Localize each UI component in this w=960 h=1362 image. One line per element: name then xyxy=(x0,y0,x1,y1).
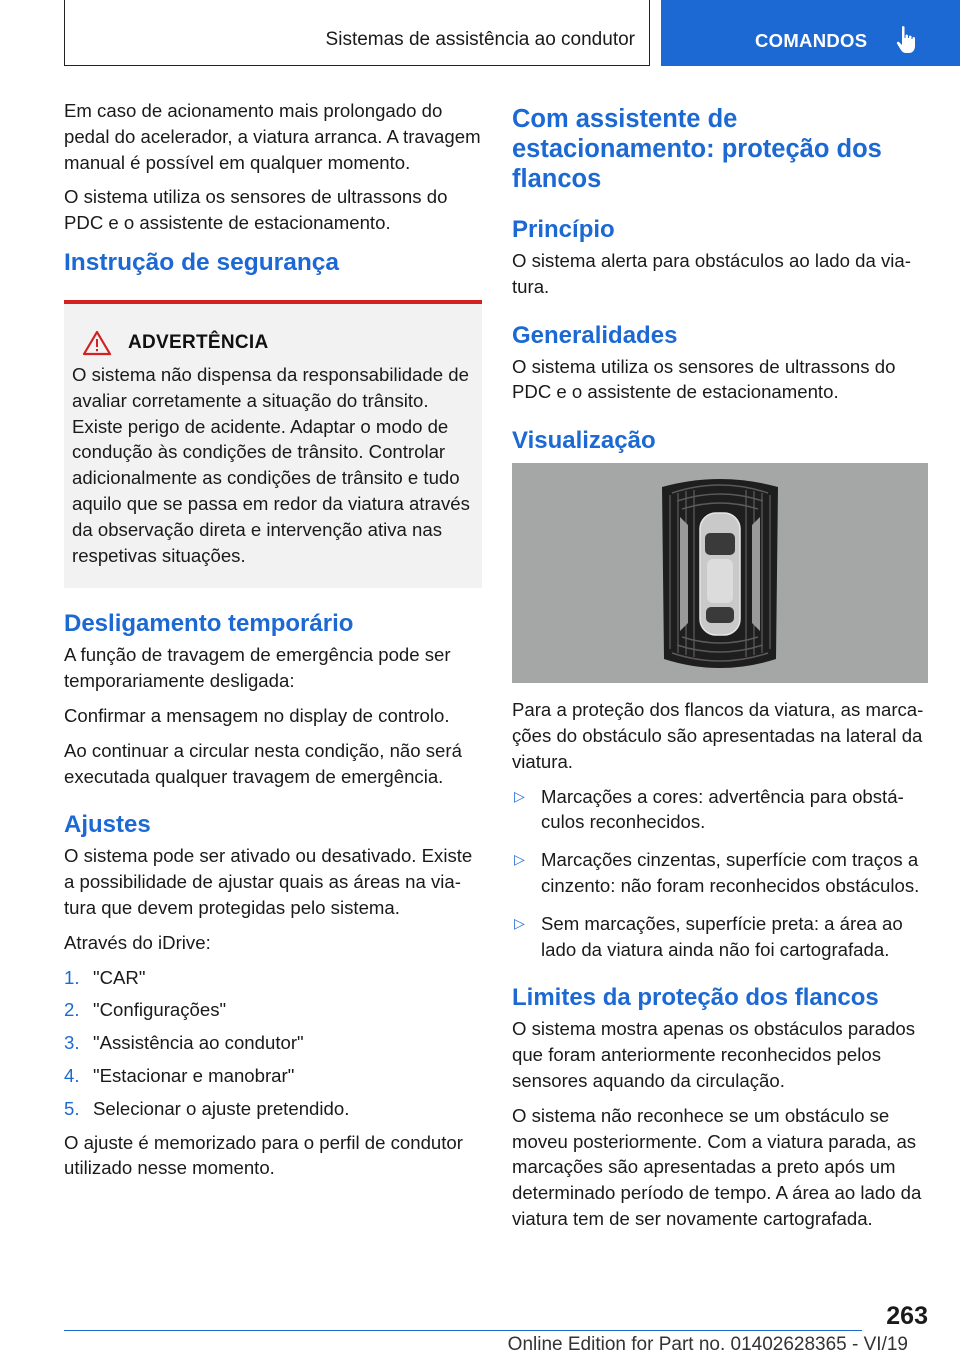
right-column xyxy=(512,98,930,1241)
display-paragraph: Para a proteção dos flancos da viatura, as marcações do obstáculo são apresentadas na lateral da viatura. xyxy=(512,699,924,772)
principle-heading: Princípio xyxy=(512,216,615,243)
triangle-bullet-icon: ▷ xyxy=(514,851,525,868)
list-item: ▷ Sem marcações, superfície preta: a área ao lado da viatura ainda não foi cartografada. xyxy=(512,911,930,963)
list-item: 3. "Assistência ao condutor" xyxy=(64,1032,304,1054)
triangle-bullet-icon: ▷ xyxy=(514,787,525,804)
intro-paragraph-1: Em caso de acionamento mais prolongado do pedal do acelerador, a viatura arranca. A travagem manual é possível em qualquer momento. xyxy=(64,100,481,173)
list-item: ▷ Marcações cinzentas, superfície com traços a cinzento: não foram reconhecidos obstáculos. xyxy=(512,847,930,899)
marking-list xyxy=(512,784,930,963)
limits-paragraph-2: O sistema não reconhece se um obstáculo se moveu posteriormente. Com a viatura parada, as marcações são apresentadas a preto após um determinado período de tempo. A área ao lado da viatura tem de ser novamente cartografada. xyxy=(512,1104,922,1229)
general-paragraph: O sistema utiliza os sensores de ultrassons do PDC e o assistente de estacionamento. xyxy=(512,355,896,403)
deactivation-paragraph-1: A função de travagem de emergência pode ser temporariamente desligada: xyxy=(64,644,451,692)
section-title: Sistemas de assistência ao condutor xyxy=(325,29,635,50)
limits-heading: Limites da proteção dos flancos xyxy=(512,984,879,1012)
settings-paragraph-2: Através do iDrive: xyxy=(64,931,211,953)
settings-heading: Ajustes xyxy=(64,811,151,839)
header-chapter-box xyxy=(661,0,960,66)
warning-title: ADVERTÊNCIA xyxy=(128,331,269,353)
principle-paragraph: O sistema alerta para obstáculos ao lado da viatura. xyxy=(512,250,911,297)
deactivation-heading: Desligamento temporário xyxy=(64,610,354,638)
settings-steps xyxy=(64,965,482,1122)
chapter-title: COMANDOS xyxy=(755,30,868,51)
warning-text: O sistema não dispensa da responsabilidade de avaliar corretamente a situação do trânsito. Existe perigo de acidente. Adaptar o modo de condução às condições de trânsito. Controlar adicionalmente as condições de trânsito e tudo aquilo que se passa em redor da viatura através da observação direta e intervenção ativa nas respetivas situações. xyxy=(72,363,470,566)
list-item: 1. "CAR" xyxy=(64,966,146,988)
side-protection-figure xyxy=(512,463,928,683)
intro-paragraph-2: O sistema utiliza os sensores de ultrassons do PDC e o assistente de estacionamento. xyxy=(64,186,448,234)
warning-header xyxy=(72,330,474,356)
warning-box xyxy=(64,300,482,588)
pointing-hand-icon xyxy=(894,25,922,55)
display-heading: Visualização xyxy=(512,427,656,455)
list-item: 2. "Configurações" xyxy=(64,999,227,1021)
limits-paragraph-1: O sistema mostra apenas os obstáculos parados que foram anteriormente reconhecidos pelos sensores aquando da circulação. xyxy=(512,1018,916,1091)
footer-divider xyxy=(64,1330,862,1331)
main-heading: Com assistente de estacionamento: proteção dos flancos xyxy=(512,105,882,193)
left-column xyxy=(64,98,482,1190)
deactivation-paragraph-3: Ao continuar a circular nesta condição, não será executada qualquer travagem de emergência. xyxy=(64,739,462,787)
triangle-bullet-icon: ▷ xyxy=(514,914,525,931)
safety-heading: Instrução de segurança xyxy=(64,248,340,276)
general-heading: Generalidades xyxy=(512,321,678,349)
settings-paragraph-1: O sistema pode ser ativado ou desativado. Existe a possibilidade de ajustar quais as áreas na viatura que devem protegidas pelo sistema. xyxy=(64,845,473,918)
deactivation-paragraph-2: Confirmar a mensagem no display de controlo. xyxy=(64,704,450,726)
header-section-box xyxy=(64,0,650,66)
list-item: 4. "Estacionar e manobrar" xyxy=(64,1064,295,1086)
warning-triangle-icon xyxy=(82,330,112,356)
list-item: 5. Selecionar o ajuste pretendido. xyxy=(64,1097,350,1119)
page-number: 263 xyxy=(886,1302,928,1330)
edition-text: Online Edition for Part no. 01402628365 - VI/19 xyxy=(507,1334,908,1355)
settings-paragraph-3: O ajuste é memorizado para o perfil de condutor utilizado nesse momento. xyxy=(64,1131,463,1179)
list-item: ▷ Marcações a cores: advertência para obstáculos reconhecidos. xyxy=(512,784,930,836)
